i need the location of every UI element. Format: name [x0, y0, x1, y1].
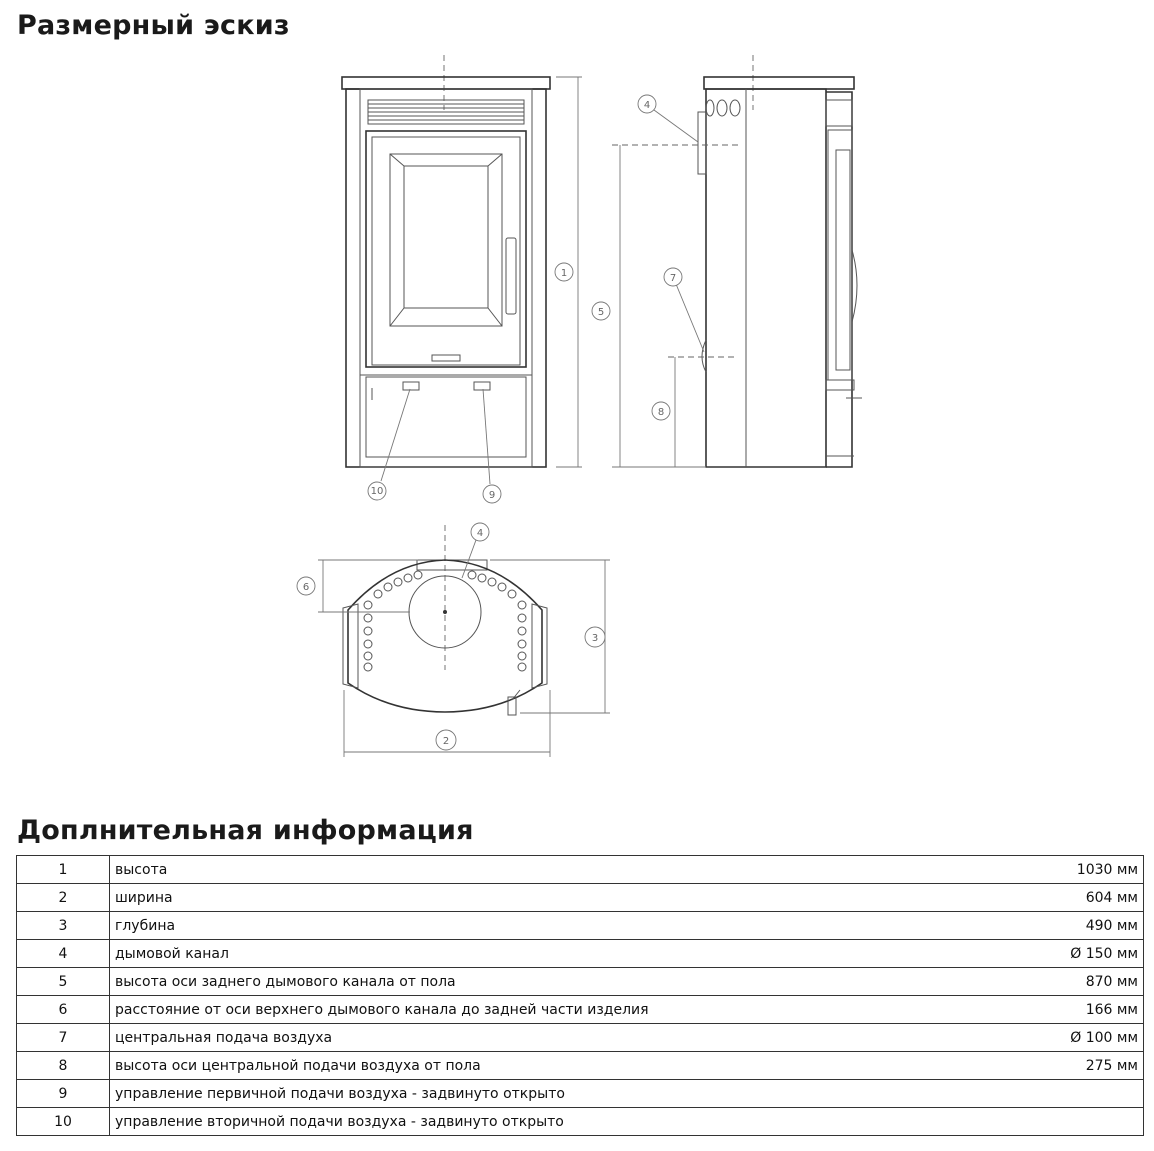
row-description: дымовой канал [110, 940, 979, 968]
table-row [17, 1052, 1144, 1080]
table-row [17, 996, 1144, 1024]
svg-text:4: 4 [643, 100, 651, 111]
table-row [17, 912, 1144, 940]
callout-9 [483, 485, 501, 503]
row-description: ширина [110, 884, 979, 912]
info-table [16, 855, 1144, 1136]
callout-5 [592, 302, 610, 320]
front-view [342, 55, 582, 484]
callout-2 [436, 730, 456, 750]
svg-text:5: 5 [597, 307, 605, 318]
row-description: глубина [110, 912, 979, 940]
callout-8 [652, 402, 670, 420]
row-description: управление вторичной подачи воздуха - задвинуто открыто [110, 1108, 979, 1136]
row-value: 275 мм [978, 1052, 1144, 1080]
table-row [17, 1108, 1144, 1136]
svg-text:7: 7 [669, 273, 677, 284]
row-number: 7 [17, 1024, 110, 1052]
row-number: 1 [17, 856, 110, 884]
svg-text:3: 3 [591, 633, 599, 644]
row-number: 3 [17, 912, 110, 940]
row-number: 2 [17, 884, 110, 912]
svg-text:8: 8 [657, 407, 665, 418]
row-value: 166 мм [978, 996, 1144, 1024]
info-heading: Доплнительная информация [17, 815, 474, 846]
callout-10 [368, 482, 386, 500]
row-number: 10 [17, 1108, 110, 1136]
row-number: 5 [17, 968, 110, 996]
svg-text:2: 2 [442, 736, 450, 747]
callout-7 [664, 268, 682, 286]
row-description: центральная подача воздуха [110, 1024, 979, 1052]
row-value: 870 мм [978, 968, 1144, 996]
svg-text:6: 6 [302, 582, 310, 593]
callout-1 [555, 263, 573, 281]
row-description: высота оси центральной подачи воздуха от пола [110, 1052, 979, 1080]
row-value [978, 1080, 1144, 1108]
row-description: высота [110, 856, 979, 884]
table-row [17, 968, 1144, 996]
callout-4-top [471, 523, 489, 541]
top-view [318, 525, 610, 757]
table-row [17, 1024, 1144, 1052]
row-number: 9 [17, 1080, 110, 1108]
row-description: высота оси заднего дымового канала от пола [110, 968, 979, 996]
row-description: управление первичной подачи воздуха - задвинуто открыто [110, 1080, 979, 1108]
callout-6 [297, 577, 315, 595]
row-value: Ø 100 мм [978, 1024, 1144, 1052]
row-number: 4 [17, 940, 110, 968]
row-value: 490 мм [978, 912, 1144, 940]
callout-3 [585, 627, 605, 647]
row-description: расстояние от оси верхнего дымового канала до задней части изделия [110, 996, 979, 1024]
row-value: 1030 мм [978, 856, 1144, 884]
row-value: 604 мм [978, 884, 1144, 912]
table-row [17, 1080, 1144, 1108]
side-view [612, 55, 862, 467]
svg-text:4: 4 [476, 528, 484, 539]
row-value [978, 1108, 1144, 1136]
callout-4-side [638, 95, 656, 113]
svg-text:9: 9 [488, 490, 496, 501]
svg-text:10: 10 [370, 486, 384, 497]
sketch-heading: Размерный эскиз [17, 10, 290, 41]
svg-text:1: 1 [560, 268, 568, 279]
table-row [17, 884, 1144, 912]
table-row [17, 940, 1144, 968]
row-number: 8 [17, 1052, 110, 1080]
row-number: 6 [17, 996, 110, 1024]
table-row [17, 856, 1144, 884]
row-value: Ø 150 мм [978, 940, 1144, 968]
